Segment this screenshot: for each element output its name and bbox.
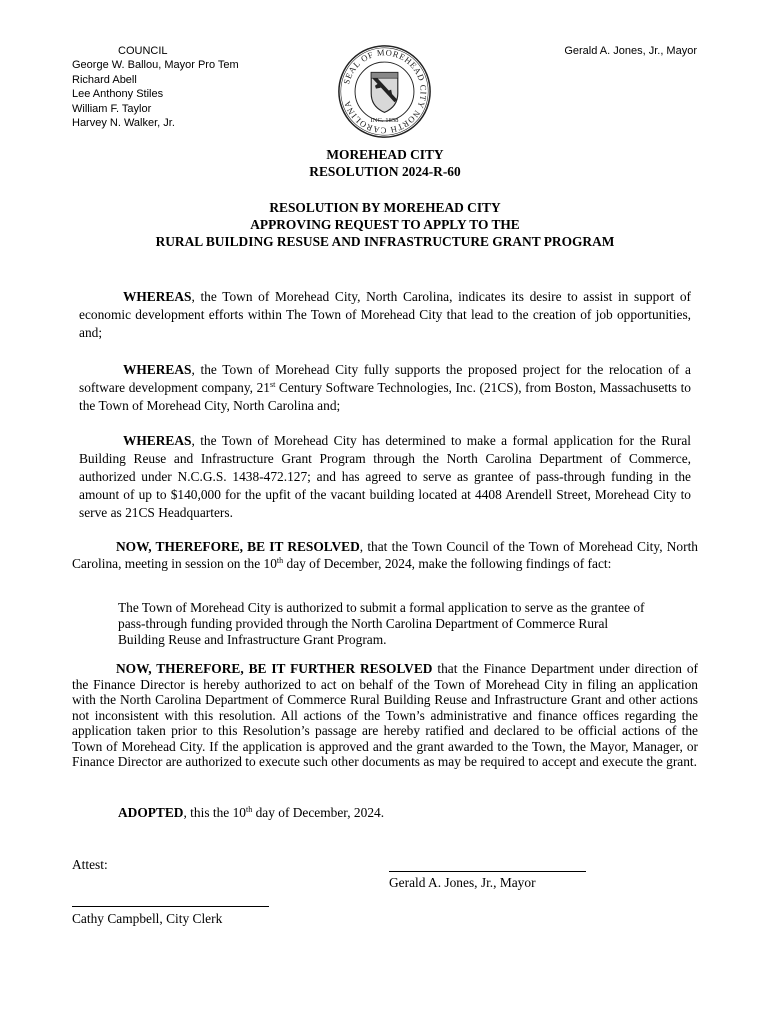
mayor-signature-line [389,871,586,872]
council-member: George W. Ballou, Mayor Pro Tem [72,59,239,72]
mayor-signature-name: Gerald A. Jones, Jr., Mayor [389,875,536,890]
resolved-lead: NOW, THEREFORE, BE IT FURTHER RESOLVED [116,661,433,676]
ordinal-suffix: st [269,380,276,389]
council-member: Harvey N. Walker, Jr. [72,117,175,130]
adopted-line [118,804,384,822]
whereas-text: , the Town of Morehead City, North Carolina, indicates its desire to assist in support of economic development efforts within The Town of Morehead City that lead to the creation of job opportunities, and; [79,289,691,340]
council-member: Richard Abell [72,73,137,86]
heading-line: APPROVING REQUEST TO APPLY TO THE [250,217,520,232]
whereas-paragraph-2 [79,361,691,415]
whereas-text: , the Town of Morehead City has determined to make a formal application for the Rural Building Reuse and Infrastructure Grant Program through the North Carolina Department of Commerce, authorized under N.C.G.S. 1438-472.127; and has agreed to serve as grantee of pass-through funding in the amount of up to $140,000 for the upfit of the vacant building located at 4408 Arendell Street, Morehead City to serve as 21CS Headquarters. [79,433,691,520]
resolved-lead: NOW, THEREFORE, BE IT RESOLVED [116,539,360,554]
seal-inc-text: INC. 1858 [370,116,399,124]
mayor-header: Gerald A. Jones, Jr., Mayor [564,45,697,57]
resolved-text: day of December, 2024, make the following findings of fact: [283,556,612,571]
whereas-paragraph-1 [79,288,691,342]
whereas-lead: WHEREAS [123,433,192,448]
resolution-heading [0,199,770,250]
adopted-text: day of December, 2024. [252,805,385,820]
ordinal-suffix: th [245,805,253,814]
clerk-signature-line [72,906,269,907]
finding-of-fact: The Town of Morehead City is authorized to submit a formal application to serve as the grantee of pass-through funding provided through the North Carolina Department of Commerce Rural Building Reuse and Infrastructure Grant Program. [118,600,645,647]
city-seal-icon [337,44,432,139]
council-heading: COUNCIL [118,45,168,57]
whereas-paragraph-3 [79,432,691,522]
clerk-signature-name: Cathy Campbell, City Clerk [72,911,223,926]
adopted-lead: ADOPTED [118,805,184,820]
heading-line: RURAL BUILDING RESUSE AND INFRASTRUCTURE GRANT PROGRAM [155,234,615,249]
document-title [0,146,770,180]
adopted-text: , this the 10 [183,805,246,820]
ordinal-suffix: th [276,556,284,565]
heading-line: RESOLUTION BY MOREHEAD CITY [269,200,501,215]
whereas-text: Century Software Technologies, Inc. (21CS), from Boston, Massachusetts to the Town of Morehead City, North Carolina and; [79,380,691,413]
resolved-text: that the Finance Department under direction of the Finance Director is hereby authorized to act on behalf of the Town of Morehead City in filing an application with the North Carolina Department of Commerce Rural Building Reuse and Infrastructure Grant and other actions not inconsistent with this resolution. All actions of the Town’s administrative and finance offices regarding the application taken prior to this Resolution’s passage are hereby ratified and declared to be official actions of the Town of Morehead City. If the application is approved and the grant awarded to the Town, the Mayor, Manager, or Finance Director are authorized to execute such other documents as may be required to accept and execute the grant. [72,661,698,769]
title-line: RESOLUTION 2024-R-60 [309,164,461,179]
attest-label: Attest: [72,857,108,872]
council-member: Lee Anthony Stiles [72,88,164,101]
resolved-text: , that the Town Council of the Town of Morehead City, North Carolina, meeting in session on the 10 [72,539,699,571]
seal-ring-text: SEAL OF MOREHEAD CITY NORTH CAROLINA [341,47,429,136]
council-list [72,44,239,130]
title-line: MOREHEAD CITY [326,147,444,162]
resolved-paragraph [72,538,698,572]
council-member: William F. Taylor [72,102,152,115]
whereas-lead: WHEREAS [123,362,192,377]
whereas-lead: WHEREAS [123,289,192,304]
whereas-text: , the Town of Morehead City fully supports the proposed project for the relocation of a software development company, 21 [79,362,691,395]
further-resolved-paragraph [72,661,698,770]
